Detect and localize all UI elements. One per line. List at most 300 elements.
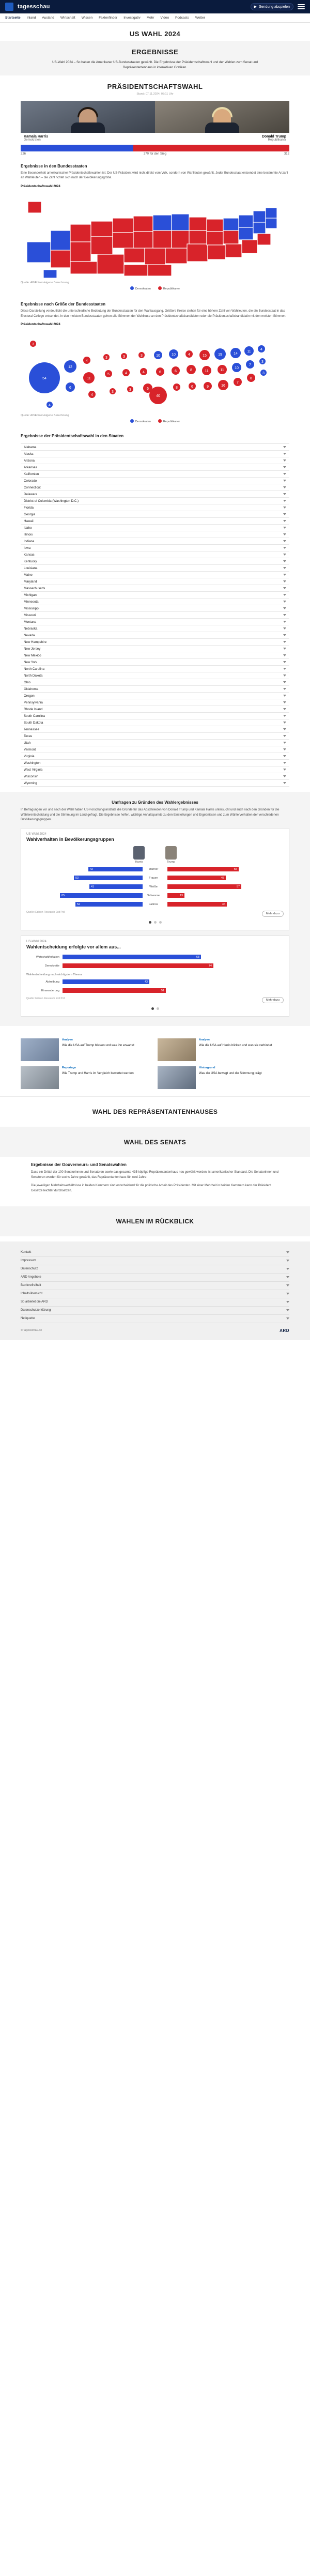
chevron-down-icon[interactable] [283, 627, 286, 630]
site-footer [0, 1241, 310, 1340]
teaser-text-block [62, 1066, 134, 1089]
chevron-down-icon[interactable] [283, 748, 286, 750]
chevron-down-icon[interactable] [283, 742, 286, 744]
usa-map-svg[interactable] [21, 192, 289, 280]
svg-text:14: 14 [234, 352, 238, 356]
footer-link-kontakt[interactable] [21, 1249, 289, 1257]
usa-bubble-svg[interactable] [21, 330, 289, 413]
polls-heading: Umfragen zu Gründen des Wahlergebnisses [112, 800, 198, 805]
nav-item-inland[interactable]: Inland [26, 16, 36, 20]
chevron-down-icon[interactable] [286, 1284, 289, 1286]
legend-republicans: Republikaner [158, 286, 180, 290]
teaser-item-3[interactable] [21, 1066, 152, 1089]
state-row-tennessee[interactable] [21, 726, 289, 733]
poll-card-1-candidate-headers [26, 846, 284, 864]
page-title: US WAHL 2024 [129, 30, 181, 38]
candidate-card-trump [155, 101, 289, 144]
chevron-down-icon[interactable] [283, 728, 286, 730]
svg-text:8: 8 [250, 377, 252, 381]
state-label: Wyoming [24, 781, 37, 785]
chevron-down-icon[interactable] [286, 1260, 289, 1262]
footer-link-ard-angebote[interactable] [21, 1274, 289, 1282]
nav-item-wirtschaft[interactable]: Wirtschaft [60, 16, 75, 20]
poll-value-rep: 57 [236, 885, 240, 888]
state-label: Missouri [24, 613, 36, 617]
teaser-headline[interactable]: Was die USA bewegt und die Stimmung prägt [199, 1071, 262, 1075]
state-row-new-hampshire[interactable] [21, 639, 289, 646]
state-row-louisiana[interactable] [21, 565, 289, 572]
chevron-down-icon[interactable] [283, 661, 286, 663]
svg-text:4: 4 [260, 348, 262, 352]
state-label: Washington [24, 761, 41, 765]
state-row-michigan[interactable] [21, 592, 289, 599]
hamburger-icon[interactable] [298, 4, 305, 9]
avatar-trump [165, 846, 177, 860]
svg-text:3: 3 [262, 372, 265, 376]
presidential-section [0, 75, 310, 158]
poll-card-2-footer [26, 997, 284, 1003]
svg-text:12: 12 [68, 365, 72, 370]
chevron-down-icon[interactable] [283, 567, 286, 569]
svg-text:19: 19 [218, 353, 222, 357]
footer-bottom-bar [21, 1328, 289, 1340]
state-row-north-dakota[interactable] [21, 672, 289, 679]
teaser-headline[interactable]: Wie die USA auf Trump blicken und was ihn erwartet [62, 1044, 134, 1047]
candidate-photo-trump [155, 101, 289, 133]
nav-item-wetter[interactable]: Wetter [195, 16, 205, 20]
chevron-down-icon[interactable] [283, 574, 286, 576]
chevron-down-icon[interactable] [283, 520, 286, 522]
nav-item-mehr[interactable]: Mehr [146, 16, 154, 20]
chevron-down-icon[interactable] [283, 701, 286, 703]
chevron-down-icon[interactable] [283, 674, 286, 677]
chevron-down-icon[interactable] [283, 459, 286, 462]
nav-item-video[interactable]: Video [160, 16, 169, 20]
electoral-majority-label: 270 für den Sieg [143, 152, 167, 156]
bubble-map-text [21, 302, 289, 326]
poll-card-1-bars [26, 866, 284, 908]
footer-link-impressum[interactable] [21, 1257, 289, 1265]
footer-link-label: Inhaltsübersicht [21, 1292, 43, 1296]
state-label: Nevada [24, 633, 35, 637]
chevron-down-icon[interactable] [286, 1317, 289, 1320]
candidate-name-harris: Kamala Harris [24, 134, 49, 139]
state-label: Michigan [24, 593, 37, 597]
state-row-florida[interactable] [21, 504, 289, 511]
poll-card-1-title: Wahlverhalten in Bevölkerungsgruppen [26, 837, 114, 842]
poll2-row-abtreibung [26, 978, 284, 985]
footer-link-datenschutzerklaerung[interactable] [21, 1307, 289, 1315]
state-row-south-dakota[interactable] [21, 719, 289, 726]
state-row-minnesota[interactable] [21, 599, 289, 605]
house-section-banner [0, 1096, 310, 1127]
state-label: New York [24, 660, 38, 664]
chevron-down-icon[interactable] [283, 453, 286, 455]
state-row-illinois[interactable] [21, 531, 289, 538]
footer-link-label: Impressum [21, 1259, 36, 1263]
state-row-new-york[interactable] [21, 659, 289, 666]
legend-democrats-bubble: Demokraten [130, 419, 151, 423]
state-row-virginia[interactable] [21, 753, 289, 760]
chevron-down-icon[interactable] [283, 708, 286, 710]
state-label: Kalifornien [24, 472, 39, 476]
state-row-kentucky[interactable] [21, 558, 289, 565]
chevron-down-icon[interactable] [283, 554, 286, 556]
nav-item-wissen[interactable]: Wissen [81, 16, 93, 20]
state-row-washington[interactable] [21, 760, 289, 766]
chevron-down-icon[interactable] [286, 1293, 289, 1295]
state-label: Kansas [24, 553, 35, 557]
poll-value-rep: 13 [179, 894, 183, 897]
nav-item-faktenfinder[interactable]: Faktenfinder [99, 16, 118, 20]
chevron-down-icon[interactable] [283, 735, 286, 737]
legend-democrats: Demokraten [130, 286, 151, 290]
state-row-connecticut[interactable] [21, 484, 289, 491]
chevron-down-icon[interactable] [286, 1268, 289, 1270]
footer-link-barrierefreiheit[interactable] [21, 1282, 289, 1290]
results-intro: US-Wahl 2024 – So haben die Amerikaner US-Bundesstaaten gewählt. Die Ergebnisse der Präsidentschaftswahl und der Wahlen zum Senat und Repräsentantenhaus in interaktiven Grafiken. [52, 60, 258, 69]
state-row-pennsylvania[interactable] [21, 699, 289, 706]
poll-card-2-bars [26, 954, 284, 969]
svg-text:11: 11 [205, 370, 209, 374]
state-row-georgia[interactable] [21, 511, 289, 518]
polls-intro: In Befragungen vor und nach der Wahl haben US-Forschungsinstitute die Gründe für das Abschneiden von Donald Trump und Kamala Harris untersucht und auch nach den Gründen für die Wählerentscheidung und die Stimmung im Land gefragt. Die Ergebnisse helfen, wichtige Anhaltspunkte zu den Einstellungen und Ergebnissen und zum Wählerverhalten der verschiedenen Bevölkerungsgruppen. [21, 808, 280, 822]
state-row-nebraska[interactable] [21, 625, 289, 632]
candidate-name-trump: Donald Trump [261, 134, 286, 139]
chevron-down-icon[interactable] [283, 762, 286, 764]
chevron-down-icon[interactable] [283, 648, 286, 650]
candidate-party-trump: Republikaner [268, 138, 286, 142]
chevron-down-icon[interactable] [283, 621, 286, 623]
teaser-thumbnail[interactable] [21, 1066, 59, 1089]
chevron-down-icon[interactable] [283, 466, 286, 468]
state-label: South Dakota [24, 720, 43, 725]
electoral-map-title: Ergebnisse in den Bundesstaaten [21, 163, 87, 168]
chevron-down-icon[interactable] [283, 688, 286, 690]
poll-card-reasons [21, 936, 289, 1017]
state-row-kansas[interactable] [21, 551, 289, 558]
chevron-down-icon[interactable] [283, 547, 286, 549]
footer-link-so-arbeitet-die-ard[interactable] [21, 1298, 289, 1307]
state-results-section [0, 426, 310, 792]
svg-text:8: 8 [190, 369, 192, 373]
teaser-thumbnail[interactable] [21, 1038, 59, 1061]
poll-card-1-footer [26, 911, 284, 917]
poll2-row-demokratie [26, 962, 284, 969]
svg-text:5: 5 [107, 373, 110, 377]
poll-row-schwarze [26, 892, 284, 899]
state-row-kalifornien[interactable] [21, 471, 289, 478]
state-label: New Hampshire [24, 640, 47, 644]
state-row-colorado[interactable] [21, 478, 289, 484]
state-label: Louisiana [24, 566, 38, 570]
carousel-dot-3[interactable] [159, 921, 162, 924]
chevron-down-icon[interactable] [286, 1301, 289, 1303]
poll-card-1-kicker: US-Wahl 2024 [26, 833, 47, 836]
poll-card-2-bars-lower [26, 978, 284, 994]
chevron-down-icon[interactable] [283, 715, 286, 717]
teaser-headline[interactable]: Wie Trump und Harris im Vergleich bewertet werden [62, 1071, 134, 1075]
state-label: Oregon [24, 694, 35, 698]
svg-text:11: 11 [87, 377, 91, 381]
svg-text:6: 6 [175, 370, 177, 374]
chevron-down-icon[interactable] [283, 634, 286, 636]
teaser-grid [21, 1038, 289, 1089]
chevron-down-icon[interactable] [286, 1276, 289, 1278]
state-row-arkansas[interactable] [21, 464, 289, 471]
chevron-down-icon[interactable] [283, 493, 286, 495]
state-row-montana[interactable] [21, 619, 289, 625]
poll-value-rep: 46 [222, 902, 225, 906]
svg-text:4: 4 [49, 404, 51, 408]
svg-text:9: 9 [207, 385, 209, 389]
chevron-down-icon[interactable] [283, 775, 286, 777]
svg-text:8: 8 [176, 386, 178, 390]
poll-value-dem: 42 [90, 867, 94, 871]
state-row-hawaii[interactable] [21, 518, 289, 525]
teaser-item-4[interactable] [158, 1066, 289, 1089]
svg-text:3: 3 [32, 343, 34, 347]
carousel-dot-1[interactable] [151, 1007, 154, 1010]
svg-text:7: 7 [237, 381, 239, 385]
state-row-texas[interactable] [21, 733, 289, 740]
chevron-down-icon[interactable] [283, 654, 286, 656]
teaser-thumbnail[interactable] [158, 1038, 196, 1061]
poll2-value: 43 [144, 980, 148, 984]
chevron-down-icon[interactable] [283, 614, 286, 616]
state-row-utah[interactable] [21, 740, 289, 746]
chevron-down-icon[interactable] [283, 782, 286, 784]
play-broadcast-button[interactable] [251, 3, 293, 10]
electoral-count-trump: 312 [284, 152, 289, 156]
chevron-down-icon[interactable] [283, 722, 286, 724]
poll-head-trump-name: Trump [167, 861, 175, 864]
state-row-arizona[interactable] [21, 457, 289, 464]
state-list-title: Ergebnisse der Präsidentschaftswahl in den Staaten [21, 434, 124, 439]
poll-row-maenner [26, 866, 284, 872]
state-label: Alaska [24, 452, 34, 456]
teaser-text-block [199, 1038, 272, 1061]
state-label: New Jersey [24, 647, 41, 651]
chevron-down-icon[interactable] [283, 480, 286, 482]
chevron-down-icon[interactable] [283, 500, 286, 502]
state-row-north-carolina[interactable] [21, 666, 289, 672]
teaser-item-1[interactable] [21, 1038, 152, 1061]
poll2-value: 68 [196, 955, 199, 959]
state-row-oregon[interactable] [21, 693, 289, 699]
candidate-pair [0, 101, 310, 144]
electoral-map-section [0, 158, 310, 294]
poll-card-2-source: Quelle: Edison Research Exit Poll [26, 997, 65, 1000]
nav-item-podcasts[interactable]: Podcasts [175, 16, 189, 20]
explainer-paragraph-1: Dass ein Drittel der 100 Senatorinnen und Senatoren sowie das gesamte 435-köpfige Repräsentantenhaus neu gewählt werden, ist amerikanischer Standard. Die Senatorinnen und Senatoren werden für sechs Jahre gewählt, das Repräsentantenhaus für zwei Jahre. [31, 1171, 278, 1179]
state-label: Arkansas [24, 465, 37, 469]
chevron-down-icon[interactable] [283, 668, 286, 670]
teaser-thumbnail[interactable] [158, 1066, 196, 1089]
nav-item-investigativ[interactable]: Investigativ [123, 16, 141, 20]
chevron-down-icon[interactable] [283, 587, 286, 589]
svg-text:16: 16 [221, 384, 225, 388]
state-label: Maryland [24, 579, 37, 584]
state-label: North Carolina [24, 667, 44, 671]
state-row-alaska[interactable] [21, 451, 289, 457]
footer-link-inhaltsuebersicht[interactable] [21, 1290, 289, 1298]
electoral-map-text [21, 164, 289, 188]
state-label: Connecticut [24, 485, 41, 489]
chevron-down-icon[interactable] [283, 473, 286, 475]
chevron-down-icon[interactable] [283, 580, 286, 582]
state-row-delaware[interactable] [21, 491, 289, 498]
chevron-down-icon[interactable] [286, 1309, 289, 1311]
chevron-down-icon[interactable] [283, 695, 286, 697]
state-row-new-mexico[interactable] [21, 652, 289, 659]
state-label: Kentucky [24, 559, 37, 563]
bubble-map-description: Diese Darstellung verdeutlicht die unterschiedliche Bedeutung der Bundesstaaten für den Wahlausgang. Größere Kreise stehen für eine höhere Zahl von Wahlleuten, die ein Bundesstaat in das Electoral College entsendet. In den meisten Bundesstaaten gehen alle Stimmen der Wahlleute an den Präsidentschaftskandidaten oder die Präsidentschaftskandidatin mit den meisten Stimmen. [21, 310, 287, 318]
bubble-map-subcaption: Präsidentschaftswahl 2024 [21, 323, 60, 327]
poll-carousel-dots[interactable] [26, 921, 284, 924]
state-label: Minnesota [24, 600, 39, 604]
svg-text:4: 4 [188, 353, 190, 357]
poll-row-weisse [26, 883, 284, 890]
footer-link-label: Netiquette [21, 1317, 35, 1321]
svg-text:7: 7 [249, 363, 251, 367]
state-row-ohio[interactable] [21, 679, 289, 686]
senate-section-banner [0, 1127, 310, 1157]
chevron-down-icon[interactable] [283, 446, 286, 448]
poll2-row-label: Wirtschaft/Inflation [36, 955, 59, 959]
state-row-missouri[interactable] [21, 612, 289, 619]
poll-head-harris-name: Harris [135, 861, 143, 864]
poll-carousel-dots-2[interactable] [26, 1007, 284, 1010]
polls-text [21, 800, 289, 823]
chevron-down-icon[interactable] [283, 641, 286, 643]
chevron-down-icon[interactable] [283, 540, 286, 542]
poll2-value: 51 [161, 989, 164, 992]
poll-card-2-subtitle: Wahlentscheidung nach wichtigstem Thema [26, 973, 82, 976]
teaser-headline[interactable]: Wie die USA auf Harris blicken und was sie verbindet [199, 1044, 272, 1047]
brand-title[interactable]: tagesschau [18, 4, 50, 10]
bubble-map-title: Ergebnisse nach Größe der Bundesstaaten [21, 302, 106, 307]
chevron-down-icon[interactable] [283, 607, 286, 609]
chevron-down-icon[interactable] [283, 594, 286, 596]
carousel-dot-2[interactable] [154, 921, 157, 924]
state-row-dc[interactable] [21, 498, 289, 504]
chevron-down-icon[interactable] [283, 486, 286, 488]
footer-link-label: So arbeitet die ARD [21, 1300, 48, 1304]
state-row-idaho[interactable] [21, 525, 289, 531]
chevron-down-icon[interactable] [283, 513, 286, 515]
state-row-alabama[interactable] [21, 444, 289, 451]
carousel-dot-2[interactable] [157, 1007, 159, 1010]
state-row-wisconsin[interactable] [21, 773, 289, 780]
svg-text:6: 6 [191, 385, 193, 389]
svg-text:10: 10 [156, 354, 160, 358]
footer-link-netiquette[interactable] [21, 1315, 289, 1323]
chevron-down-icon[interactable] [283, 681, 286, 683]
bubble-map-legend [0, 419, 310, 423]
state-row-wyoming[interactable] [21, 780, 289, 787]
poll-card-2-kicker: US-Wahl 2024 [26, 940, 47, 943]
teaser-item-2[interactable] [158, 1038, 289, 1061]
state-row-massachusetts[interactable] [21, 585, 289, 592]
presidential-update-note: Stand: 07.11.2024, 08:11 Uhr [136, 92, 174, 96]
teaser-category: Hintergrund [199, 1066, 215, 1069]
svg-text:15: 15 [203, 354, 207, 358]
state-label: Hawaii [24, 519, 34, 523]
state-label: Iowa [24, 546, 31, 550]
state-row-maine[interactable] [21, 572, 289, 578]
svg-text:4: 4 [86, 359, 88, 363]
ard-logo[interactable]: ARD [280, 1328, 289, 1333]
poll-row-label: Weiße [149, 885, 158, 888]
main-navigation [0, 13, 310, 23]
poll-row-label: Latinos [149, 902, 158, 906]
state-row-south-carolina[interactable] [21, 713, 289, 719]
usa-choropleth-map[interactable] [21, 192, 289, 280]
teaser-section [0, 1026, 310, 1096]
state-row-oklahoma[interactable] [21, 686, 289, 693]
chevron-down-icon[interactable] [283, 560, 286, 562]
chevron-down-icon[interactable] [283, 533, 286, 535]
footer-link-datenschutz[interactable] [21, 1265, 289, 1274]
poll-card-1-more-link[interactable]: Mehr dazu [262, 911, 284, 917]
chevron-down-icon[interactable] [286, 1251, 289, 1253]
state-accordion-list [21, 443, 289, 787]
state-label: Maine [24, 573, 33, 577]
state-row-nevada[interactable] [21, 632, 289, 639]
state-row-rhode-island[interactable] [21, 706, 289, 713]
tagesschau-logo-icon[interactable] [5, 3, 13, 11]
state-label: Mississippi [24, 606, 39, 610]
chevron-down-icon[interactable] [283, 755, 286, 757]
nav-item-ausland[interactable]: Ausland [42, 16, 54, 20]
poll2-row-label: Abtreibung [45, 980, 59, 984]
state-row-indiana[interactable] [21, 538, 289, 545]
chevron-down-icon[interactable] [283, 769, 286, 771]
state-row-maryland[interactable] [21, 578, 289, 585]
poll2-value: 74 [208, 964, 212, 968]
poll-card-2-more-link[interactable]: Mehr dazu [262, 997, 284, 1003]
chevron-down-icon[interactable] [283, 527, 286, 529]
state-row-new-jersey[interactable] [21, 646, 289, 652]
svg-text:3: 3 [141, 354, 143, 358]
legend-republicans-bubble: Republikaner [158, 419, 180, 423]
explainer-section [0, 1157, 310, 1206]
svg-text:4: 4 [91, 393, 93, 397]
state-row-vermont[interactable] [21, 746, 289, 753]
poll-row-label: Frauen [149, 876, 158, 880]
teaser-category: Analyse [199, 1038, 210, 1041]
usa-bubble-map[interactable] [21, 330, 289, 413]
carousel-dot-1[interactable] [149, 921, 151, 924]
chevron-down-icon[interactable] [283, 507, 286, 509]
state-label: Georgia [24, 512, 36, 516]
nav-item-startseite[interactable]: Startseite [5, 16, 21, 20]
svg-text:11: 11 [247, 350, 251, 354]
svg-text:3: 3 [105, 356, 107, 360]
state-label: Montana [24, 620, 37, 624]
teaser-category: Analyse [62, 1038, 73, 1041]
footer-copyright: © tagesschau.de [21, 1329, 42, 1332]
state-row-iowa[interactable] [21, 545, 289, 551]
state-row-west-virginia[interactable] [21, 766, 289, 773]
state-row-mississippi[interactable] [21, 605, 289, 612]
chevron-down-icon[interactable] [283, 601, 286, 603]
svg-text:4: 4 [143, 371, 145, 375]
poll2-row-einwanderung [26, 987, 284, 994]
poll-row-label: Schwarze [147, 894, 160, 897]
poll-head-trump [165, 846, 177, 864]
